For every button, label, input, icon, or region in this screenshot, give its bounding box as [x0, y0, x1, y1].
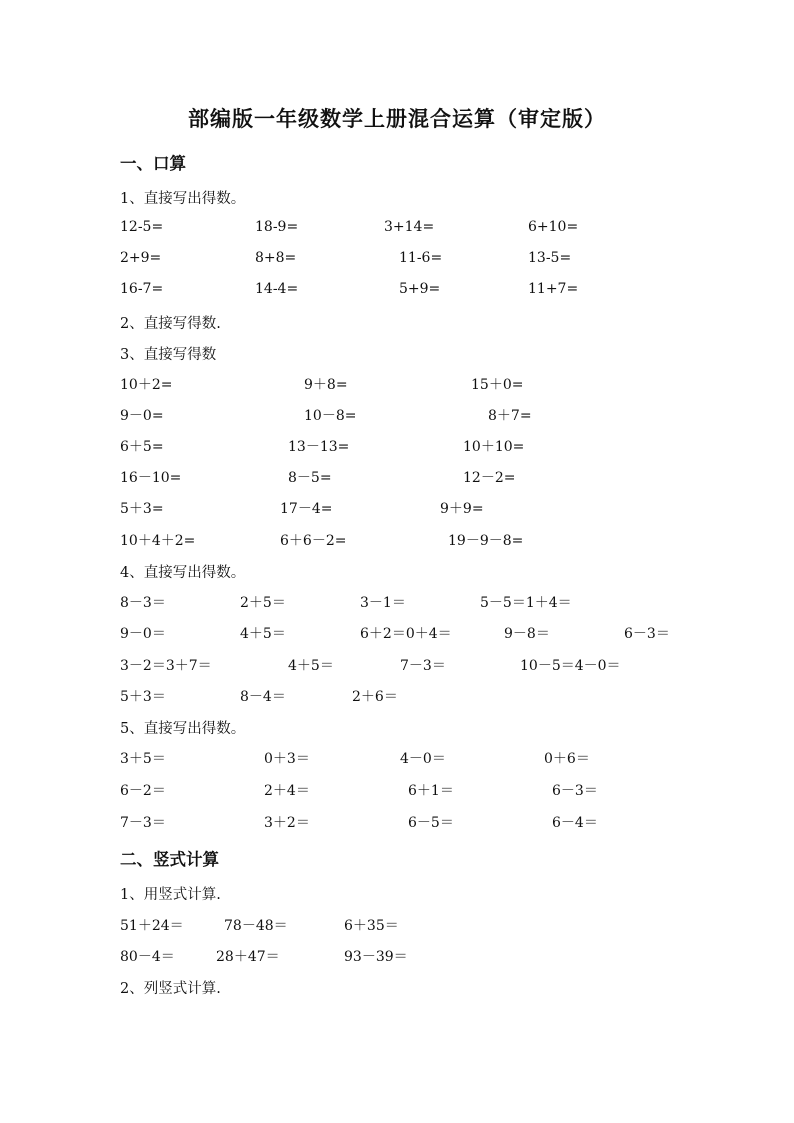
problem: 13-5=	[528, 250, 572, 266]
problem: 4＋5＝	[288, 658, 334, 674]
problem: 7－3＝	[400, 658, 446, 674]
problem: 80－4＝	[120, 949, 175, 965]
problem: 6＋5=	[120, 439, 164, 455]
instruction-part-5: 5、直接写出得数。	[120, 721, 246, 737]
problem: 9＋9=	[440, 501, 484, 517]
problem: 9＋8=	[304, 377, 348, 393]
problem: 0＋3＝	[264, 751, 310, 767]
problem: 18-9=	[255, 219, 299, 235]
problem: 3+14=	[384, 219, 435, 235]
problem: 8－5=	[288, 470, 332, 486]
problem: 2＋4＝	[264, 783, 310, 799]
problem: 8＋7=	[488, 408, 532, 424]
instruction-vertical-2: 2、列竖式计算.	[120, 981, 221, 997]
page-title: 部编版一年级数学上册混合运算（审定版）	[188, 106, 606, 131]
instruction-part-2: 2、直接写得数.	[120, 316, 221, 332]
instruction-part-3: 3、直接写得数	[120, 347, 217, 363]
problem: 8－4＝	[240, 689, 286, 705]
problem: 13－13=	[288, 439, 350, 455]
problem: 10＋10=	[463, 439, 525, 455]
problem: 28＋47＝	[216, 949, 280, 965]
problem: 4＋5＝	[240, 626, 286, 642]
problem: 9－0＝	[120, 626, 166, 642]
problem: 0＋6＝	[544, 751, 590, 767]
instruction-part-4: 4、直接写出得数。	[120, 565, 246, 581]
problem: 5＋3＝	[120, 689, 166, 705]
problem: 6＋6－2=	[280, 533, 347, 549]
problem: 10＋2=	[120, 377, 173, 393]
problem: 8－3＝	[120, 595, 166, 611]
problem: 8+8=	[255, 250, 297, 266]
problem: 3－1＝	[360, 595, 406, 611]
problem: 5－5＝1＋4＝	[480, 595, 572, 611]
problem: 6＋1＝	[408, 783, 454, 799]
problem: 6＋35＝	[344, 918, 399, 934]
problem: 6－2＝	[120, 783, 166, 799]
problem: 6－5＝	[408, 815, 454, 831]
problem: 10－5＝4－0＝	[520, 658, 621, 674]
problem: 6－4＝	[552, 815, 598, 831]
problem: 4－0＝	[400, 751, 446, 767]
problem: 2+9=	[120, 250, 162, 266]
problem: 2＋6＝	[352, 689, 398, 705]
problem: 6－3＝	[624, 626, 670, 642]
problem: 51＋24＝	[120, 918, 184, 934]
problem: 12－2=	[463, 470, 516, 486]
problem: 17－4=	[280, 501, 333, 517]
problem: 3－2＝3＋7＝	[120, 658, 212, 674]
problem: 10－8=	[304, 408, 357, 424]
problem: 2＋5＝	[240, 595, 286, 611]
problem: 16-7=	[120, 281, 164, 297]
problem: 11-6=	[399, 250, 443, 266]
problem: 6＋2＝0＋4＝	[360, 626, 452, 642]
problem: 12-5=	[120, 219, 164, 235]
problem: 7－3＝	[120, 815, 166, 831]
section-heading-oral: 一、口算	[120, 154, 186, 173]
problem: 6－3＝	[552, 783, 598, 799]
instruction-part-1: 1、直接写出得数。	[120, 191, 246, 207]
problem: 78－48＝	[224, 918, 288, 934]
problem: 10＋4＋2=	[120, 533, 196, 549]
problem: 5＋3=	[120, 501, 164, 517]
problem: 93－39＝	[344, 949, 408, 965]
problem: 16－10=	[120, 470, 182, 486]
problem: 19－9－8=	[448, 533, 524, 549]
problem: 6+10=	[528, 219, 579, 235]
problem: 3＋2＝	[264, 815, 310, 831]
problem: 14-4=	[255, 281, 299, 297]
problem: 5+9=	[399, 281, 441, 297]
problem: 9－0=	[120, 408, 164, 424]
problem: 11+7=	[528, 281, 579, 297]
problem: 9－8＝	[504, 626, 550, 642]
problem: 3＋5＝	[120, 751, 166, 767]
problem: 15＋0=	[471, 377, 524, 393]
section-heading-vertical: 二、竖式计算	[120, 850, 219, 869]
instruction-vertical-1: 1、用竖式计算.	[120, 887, 221, 903]
